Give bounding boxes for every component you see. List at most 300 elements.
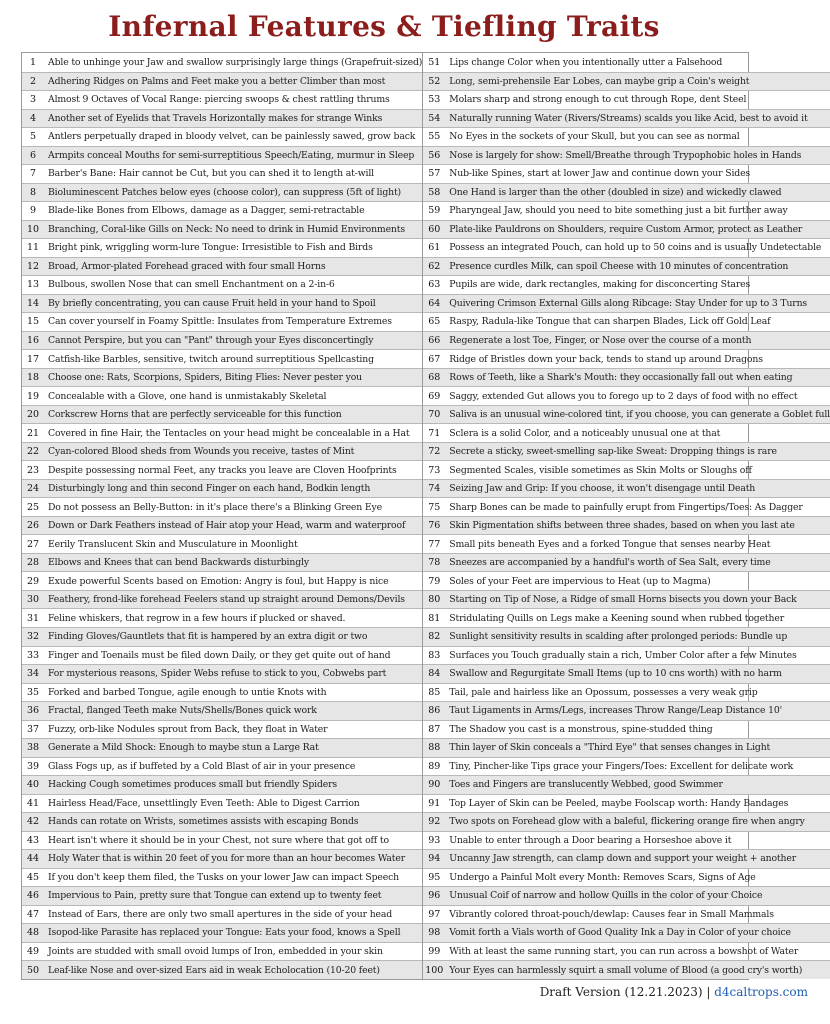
row-text: Concealable with a Glove, one hand is unmistakably Skeletal [48, 390, 327, 402]
table-row [22, 109, 422, 128]
table-row [22, 516, 422, 535]
row-number: 57 [428, 168, 441, 180]
page-title: Infernal Features & Tiefling Traits [108, 10, 660, 43]
row-number: 9 [29, 205, 37, 217]
table-row [423, 127, 830, 146]
row-text: Branching, Coral-like Gills on Neck: No need to drink in Humid Environments [48, 223, 405, 235]
row-text: Corkscrew Horns that are perfectly serviceable for this function [48, 409, 342, 421]
table-row [22, 331, 422, 350]
row-text: Bulbous, swollen Nose that can smell Enchantment on a 2-in-6 [48, 279, 335, 291]
row-number: 48 [26, 927, 40, 939]
row-text: Presence curdles Milk, can spoil Cheese with 10 minutes of concentration [449, 260, 789, 272]
row-number: 20 [26, 409, 40, 421]
row-number: 55 [428, 131, 441, 143]
table-row [22, 497, 422, 516]
table-row [423, 627, 830, 646]
table-row [423, 497, 830, 516]
row-text: Leaf-like Nose and over-sized Ears aid in weak Echolocation (10-20 feet) [48, 964, 380, 976]
row-number: 24 [26, 483, 40, 495]
row-text: Heart isn't where it should be in your Chest, not sure where that got off to [48, 834, 389, 846]
row-text: Catfish-like Barbles, sensitive, twitch around surreptitious Spellcasting [48, 353, 374, 365]
table-row [22, 627, 422, 646]
row-text: Naturally running Water (Rivers/Streams) scalds you like Acid, best to avoid it [449, 112, 808, 124]
row-number: 18 [26, 372, 40, 384]
table-row [423, 868, 830, 887]
table-row [423, 608, 830, 627]
table-row [22, 923, 422, 942]
row-number: 73 [428, 464, 441, 476]
table-row [423, 460, 830, 479]
row-number: 82 [428, 631, 441, 643]
row-text: Antlers perpetually draped in bloody velvet, can be painlessly sawed, grow back [48, 131, 416, 143]
table-row [423, 775, 830, 794]
table-row [423, 201, 830, 220]
row-number: 2 [29, 75, 37, 87]
table-row [22, 127, 422, 146]
table-row [423, 886, 830, 905]
row-text: No Eyes in the sockets of your Skull, but you can see as normal [449, 131, 740, 143]
table-row [22, 868, 422, 887]
table-column-right [422, 53, 830, 979]
row-number: 23 [26, 464, 40, 476]
table-row [423, 349, 830, 368]
row-number: 15 [26, 316, 40, 328]
row-text: Joints are studded with small ovoid lumps of Iron, embedded in your skin [48, 946, 383, 957]
row-text: Bright pink, wriggling worm-lure Tongue: Irresistible to Fish and Birds [48, 242, 373, 254]
table-row [423, 683, 830, 702]
table-row [22, 53, 422, 72]
table-row [22, 794, 422, 813]
row-number: 14 [26, 297, 40, 309]
table-row [423, 220, 830, 239]
row-number: 96 [428, 890, 441, 902]
row-text: Broad, Armor-plated Forehead graced with four small Horns [48, 260, 326, 272]
row-number: 89 [428, 760, 441, 772]
table-row [22, 183, 422, 202]
table-row [423, 590, 830, 609]
table-row [423, 109, 830, 128]
row-text: Hacking Cough sometimes produces small but friendly Spiders [48, 779, 338, 791]
table-row [423, 571, 830, 590]
row-number: 33 [26, 649, 40, 661]
row-number: 95 [428, 871, 441, 883]
row-text: Pharyngeal Jaw, should you need to bite something just a bit further away [449, 205, 788, 217]
row-number: 16 [26, 334, 40, 346]
table-row [423, 720, 830, 739]
row-text: Stridulating Quills on Legs make a Keening sound when rubbed together [449, 612, 784, 624]
row-number: 79 [428, 575, 441, 587]
row-number: 6 [29, 149, 37, 161]
row-number: 37 [26, 723, 40, 735]
row-number: 10 [26, 223, 40, 235]
table-column-left [22, 53, 422, 979]
table-row [22, 664, 422, 683]
row-text: The Shadow you cast is a monstrous, spine-studded thing [449, 723, 713, 735]
row-text: Skin Pigmentation shifts between three shades, based on when you last ate [449, 520, 795, 532]
row-number: 5 [29, 131, 37, 143]
table-row [423, 479, 830, 498]
row-number: 47 [26, 908, 40, 920]
row-text: Unable to enter through a Door bearing a Horseshoe above it [449, 834, 732, 846]
row-number: 22 [26, 446, 40, 458]
row-number: 66 [428, 334, 441, 346]
table-row [22, 701, 422, 720]
row-text: Long, semi-prehensile Ear Lobes, can maybe grip a Coin's weight [449, 75, 750, 87]
row-text: Uncanny Jaw strength, can clamp down and support your weight + another [449, 853, 796, 865]
row-text: Unusual Coif of narrow and hollow Quills in the color of your Choice [449, 890, 763, 902]
table-row [423, 294, 830, 313]
row-text: Your Eyes can harmlessly squirt a small volume of Blood (a good cry's worth) [449, 964, 803, 976]
row-number: 11 [26, 242, 40, 254]
row-text: Raspy, Radula-like Tongue that can sharpen Blades, Lick off Gold Leaf [449, 316, 771, 328]
row-number: 63 [428, 279, 441, 291]
table-row [22, 905, 422, 924]
row-number: 49 [26, 946, 40, 957]
row-number: 64 [428, 297, 441, 309]
table-row [423, 423, 830, 442]
row-number: 13 [26, 279, 40, 291]
row-number: 99 [428, 946, 441, 957]
table-row [423, 164, 830, 183]
table-row [423, 794, 830, 813]
row-number: 19 [26, 390, 40, 402]
row-number: 71 [428, 427, 441, 439]
row-text: Saggy, extended Gut allows you to forego up to 2 days of food with no effect [449, 390, 798, 402]
row-text: Secrete a sticky, sweet-smelling sap-like Sweat: Dropping things is rare [449, 446, 777, 458]
table-row [22, 886, 422, 905]
row-text: Fuzzy, orb-like Nodules sprout from Back, they float in Water [48, 723, 328, 735]
table-row [22, 479, 422, 498]
row-number: 85 [428, 686, 441, 698]
table-row [22, 257, 422, 276]
row-text: Feline whiskers, that regrow in a few hours if plucked or shaved. [48, 612, 346, 624]
row-number: 70 [428, 409, 441, 421]
row-number: 84 [428, 668, 441, 680]
row-text: Segmented Scales, visible sometimes as Skin Molts or Sloughs off [449, 464, 752, 476]
row-number: 1 [29, 56, 37, 68]
table-row [22, 738, 422, 757]
row-number: 58 [428, 186, 441, 198]
row-text: Thin layer of Skin conceals a "Third Eye" that senses changes in Light [449, 742, 771, 754]
row-number: 35 [26, 686, 40, 698]
table-row [423, 905, 830, 924]
row-text: Possess an integrated Pouch, can hold up to 50 coins and is usually Undetectable [449, 242, 822, 254]
row-text: Armpits conceal Mouths for semi-surreptitious Speech/Eating, murmur in Sleep [48, 149, 415, 161]
row-text: Small pits beneath Eyes and a forked Tongue that senses nearby Heat [449, 538, 771, 550]
row-text: Do not possess an Belly-Button: in it's place there's a Blinking Green Eye [48, 501, 383, 513]
table-row [22, 775, 422, 794]
row-text: Swallow and Regurgitate Small Items (up to 10 cns worth) with no harm [449, 668, 782, 680]
row-number: 54 [428, 112, 441, 124]
table-row [423, 257, 830, 276]
row-text: Blade-like Bones from Elbows, damage as a Dagger, semi-retractable [48, 205, 365, 217]
row-text: Saliva is an unusual wine-colored tint, if you choose, you can generate a Goblet full [449, 409, 830, 421]
table-row [22, 812, 422, 831]
row-number: 78 [428, 557, 441, 569]
row-text: Down or Dark Feathers instead of Hair atop your Head, warm and waterproof [48, 520, 406, 532]
table-row [22, 275, 422, 294]
row-number: 62 [428, 260, 441, 272]
table-row [22, 849, 422, 868]
table-row [423, 90, 830, 109]
table-row [22, 201, 422, 220]
row-text: Generate a Mild Shock: Enough to maybe stun a Large Rat [48, 742, 319, 754]
table-row [423, 664, 830, 683]
row-text: Glass Fogs up, as if buffeted by a Cold Blast of air in your presence [48, 760, 356, 772]
row-text: Nub-like Spines, start at lower Jaw and continue down your Sides [449, 168, 751, 180]
table-row [22, 90, 422, 109]
table-row [423, 312, 830, 331]
table-row [22, 553, 422, 572]
row-number: 90 [428, 779, 441, 791]
row-number: 12 [26, 260, 40, 272]
row-text: Finding Gloves/Gauntlets that fit is hampered by an extra digit or two [48, 631, 368, 643]
row-number: 52 [428, 75, 441, 87]
table-row [423, 331, 830, 350]
table-row [423, 275, 830, 294]
row-text: Holy Water that is within 20 feet of you for more than an hour becomes Water [48, 853, 406, 865]
row-number: 50 [26, 964, 40, 976]
row-text: With at least the same running start, you can run across a bowshot of Water [449, 946, 799, 957]
row-number: 83 [428, 649, 441, 661]
row-number: 74 [428, 483, 441, 495]
row-text: For mysterious reasons, Spider Webs refuse to stick to you, Cobwebs part [48, 668, 387, 680]
row-number: 67 [428, 353, 441, 365]
row-text: Isopod-like Parasite has replaced your Tongue: Eats your food, knows a Spell [48, 927, 401, 939]
table-row [423, 646, 830, 665]
row-number: 76 [428, 520, 441, 532]
row-number: 34 [26, 668, 40, 680]
row-number: 3 [29, 94, 37, 106]
table-row [22, 720, 422, 739]
table-row [423, 757, 830, 776]
row-number: 27 [26, 538, 40, 550]
row-text: Regenerate a lost Toe, Finger, or Nose over the course of a month [449, 334, 752, 346]
table-row [22, 220, 422, 239]
row-text: Lips change Color when you intentionally utter a Falsehood [449, 56, 723, 68]
row-text: Despite possessing normal Feet, any tracks you leave are Cloven Hoofprints [48, 464, 397, 476]
row-number: 81 [428, 612, 441, 624]
row-text: Two spots on Forehead glow with a baleful, flickering orange fire when angry [449, 816, 805, 828]
row-text: Hairless Head/Face, unsettlingly Even Teeth: Able to Digest Carrion [48, 797, 360, 809]
table-row [423, 368, 830, 387]
row-number: 92 [428, 816, 441, 828]
row-text: Elbows and Knees that can bend Backwards disturbingly [48, 557, 309, 569]
row-number: 29 [26, 575, 40, 587]
row-number: 44 [26, 853, 40, 865]
row-text: Finger and Toenails must be filed down Daily, or they get quite out of hand [48, 649, 391, 661]
row-text: Molars sharp and strong enough to cut through Rope, dent Steel [449, 94, 747, 106]
row-number: 38 [26, 742, 40, 754]
table-row [423, 534, 830, 553]
table-row [423, 942, 830, 961]
table-row [22, 757, 422, 776]
row-text: Sharp Bones can be made to painfully erupt from Fingertips/Toes: As Dagger [449, 501, 803, 513]
row-number: 77 [428, 538, 441, 550]
row-text: Tail, pale and hairless like an Opossum, possesses a very weak grip [449, 686, 758, 698]
table-row [22, 534, 422, 553]
table-row [22, 349, 422, 368]
row-text: Pupils are wide, dark rectangles, making for disconcerting Stares [449, 279, 751, 291]
row-number: 43 [26, 834, 40, 846]
row-text: Vomit forth a Vials worth of Good Quality Ink a Day in Color of your choice [449, 927, 791, 939]
table-row [423, 701, 830, 720]
table-row [22, 164, 422, 183]
row-text: Sneezes are accompanied by a handful's worth of Sea Salt, every time [449, 557, 771, 569]
row-number: 93 [428, 834, 441, 846]
table-row [423, 516, 830, 535]
row-number: 69 [428, 390, 441, 402]
row-text: Disturbingly long and thin second Finger on each hand, Bodkin length [48, 483, 371, 495]
row-number: 97 [428, 908, 441, 920]
row-text: Forked and barbed Tongue, agile enough to untie Knots with [48, 686, 327, 698]
table-row [22, 312, 422, 331]
row-text: Bioluminescent Patches below eyes (choose color), can suppress (5ft of light) [48, 186, 402, 198]
row-text: Feathery, frond-like forehead Feelers stand up straight around Demons/Devils [48, 594, 405, 606]
row-number: 32 [26, 631, 40, 643]
row-text: Nose is largely for show: Smell/Breathe through Trypophobic holes in Hands [449, 149, 802, 161]
row-text: Covered in fine Hair, the Tentacles on your head might be concealable in a Hat [48, 427, 410, 439]
table-row [423, 146, 830, 165]
row-number: 65 [428, 316, 441, 328]
table-row [423, 183, 830, 202]
row-text: One Hand is larger than the other (doubled in size) and wickedly clawed [449, 186, 782, 198]
row-number: 91 [428, 797, 441, 809]
row-text: Sunlight sensitivity results in scalding after prolonged periods: Bundle up [449, 631, 788, 643]
row-number: 36 [26, 705, 40, 717]
row-text: By briefly concentrating, you can cause Fruit held in your hand to Spoil [48, 297, 376, 309]
table-row [423, 831, 830, 850]
row-text: Cyan-colored Blood sheds from Wounds you receive, tastes of Mint [48, 446, 355, 458]
table-row [22, 423, 422, 442]
table-row [423, 442, 830, 461]
row-text: Barber's Bane: Hair cannot be Cut, but you can shed it to length at-will [48, 168, 374, 180]
row-number: 86 [428, 705, 441, 717]
row-text: Can cover yourself in Foamy Spittle: Insulates from Temperature Extremes [48, 316, 392, 328]
table-row [22, 960, 422, 979]
table-row [22, 72, 422, 91]
table-row [423, 923, 830, 942]
row-number: 94 [428, 853, 441, 865]
table-row [22, 294, 422, 313]
row-number: 7 [29, 168, 37, 180]
row-number: 17 [26, 353, 40, 365]
row-number: 59 [428, 205, 441, 217]
row-text: Top Layer of Skin can be Peeled, maybe Foolscap worth: Handy Bandages [449, 797, 789, 809]
table-row [22, 590, 422, 609]
footer [540, 985, 808, 999]
row-text: Plate-like Pauldrons on Shoulders, require Custom Armor, protect as Leather [449, 223, 803, 235]
table-row [423, 960, 830, 979]
row-text: Toes and Fingers are translucently Webbed, good Swimmer [449, 779, 723, 791]
table-row [22, 571, 422, 590]
table-row [423, 553, 830, 572]
row-text: Able to unhinge your Jaw and swallow surprisingly large things (Grapefruit-sized) [48, 56, 423, 68]
row-number: 72 [428, 446, 441, 458]
table-row [423, 386, 830, 405]
row-number: 98 [428, 927, 441, 939]
table-row [22, 405, 422, 424]
table-row [22, 831, 422, 850]
row-number: 28 [26, 557, 40, 569]
row-number: 25 [26, 501, 40, 513]
row-text: Vibrantly colored throat-pouch/dewlap: Causes fear in Small Mammals [449, 908, 774, 920]
row-number: 61 [428, 242, 441, 254]
row-number: 42 [26, 816, 40, 828]
row-number: 87 [428, 723, 441, 735]
table-row [423, 738, 830, 757]
row-number: 46 [26, 890, 40, 902]
row-text: Rows of Teeth, like a Shark's Mouth: they occasionally fall out when eating [449, 372, 793, 384]
table-row [423, 72, 830, 91]
row-text: Surfaces you Touch gradually stain a rich, Umber Color after a few Minutes [449, 649, 797, 661]
row-text: Fractal, flanged Teeth make Nuts/Shells/Bones quick work [48, 705, 317, 717]
table-row [22, 608, 422, 627]
row-text: Ridge of Bristles down your back, tends to stand up around Dragons [449, 353, 763, 365]
row-text: Seizing Jaw and Grip: If you choose, it won't disengage until Death [449, 483, 756, 495]
row-number: 40 [26, 779, 40, 791]
row-number: 31 [26, 612, 40, 624]
website-link[interactable]: d4caltrops.com [714, 985, 808, 999]
row-text: Quivering Crimson External Gills along Ribcage: Stay Under for up to 3 Turns [449, 297, 808, 309]
row-number: 8 [29, 186, 37, 198]
table-row [22, 942, 422, 961]
row-number: 68 [428, 372, 441, 384]
table-row [22, 146, 422, 165]
table-row [22, 368, 422, 387]
table-row [423, 53, 830, 72]
table-row [22, 646, 422, 665]
row-text: Hands can rotate on Wrists, sometimes assists with escaping Bonds [48, 816, 359, 828]
table-row [423, 812, 830, 831]
row-text: Exude powerful Scents based on Emotion: Angry is foul, but Happy is nice [48, 575, 389, 587]
row-text: Sclera is a solid Color, and a noticeably unusual one at that [449, 427, 721, 439]
table-row [22, 683, 422, 702]
row-number: 45 [26, 871, 40, 883]
table-row [22, 386, 422, 405]
row-text: Starting on Tip of Nose, a Ridge of small Horns bisects you down your Back [449, 594, 797, 606]
row-text: Adhering Ridges on Palms and Feet make you a better Climber than most [48, 75, 386, 87]
row-text: Almost 9 Octaves of Vocal Range: piercing swoops & chest rattling thrums [48, 94, 390, 106]
row-number: 60 [428, 223, 441, 235]
row-number: 56 [428, 149, 441, 161]
table-row [423, 238, 830, 257]
row-text: Another set of Eyelids that Travels Horizontally makes for strange Winks [48, 112, 383, 124]
row-number: 100 [425, 964, 444, 976]
row-text: Cannot Perspire, but you can "Pant" through your Eyes disconcertingly [48, 334, 374, 346]
table-row [22, 238, 422, 257]
row-number: 80 [428, 594, 441, 606]
row-number: 4 [29, 112, 37, 124]
row-number: 26 [26, 520, 40, 532]
row-text: Undergo a Painful Molt every Month: Removes Scars, Signs of Age [449, 871, 756, 883]
row-text: Taut Ligaments in Arms/Legs, increases Throw Range/Leap Distance 10' [449, 705, 783, 717]
row-number: 39 [26, 760, 40, 772]
traits-table [21, 52, 830, 980]
table-row [22, 460, 422, 479]
table-row [423, 405, 830, 424]
row-number: 53 [428, 94, 441, 106]
row-number: 30 [26, 594, 40, 606]
row-number: 21 [26, 427, 40, 439]
table-row [423, 849, 830, 868]
row-text: Instead of Ears, there are only two small apertures in the side of your head [48, 908, 393, 920]
row-number: 51 [428, 56, 441, 68]
row-text: Choose one: Rats, Scorpions, Spiders, Biting Flies: Never pester you [48, 372, 363, 384]
row-text: Impervious to Pain, pretty sure that Tongue can extend up to twenty feet [48, 890, 382, 902]
row-text: Tiny, Pincher-like Tips grace your Fingers/Toes: Excellent for delicate work [449, 760, 794, 772]
table-row [22, 442, 422, 461]
